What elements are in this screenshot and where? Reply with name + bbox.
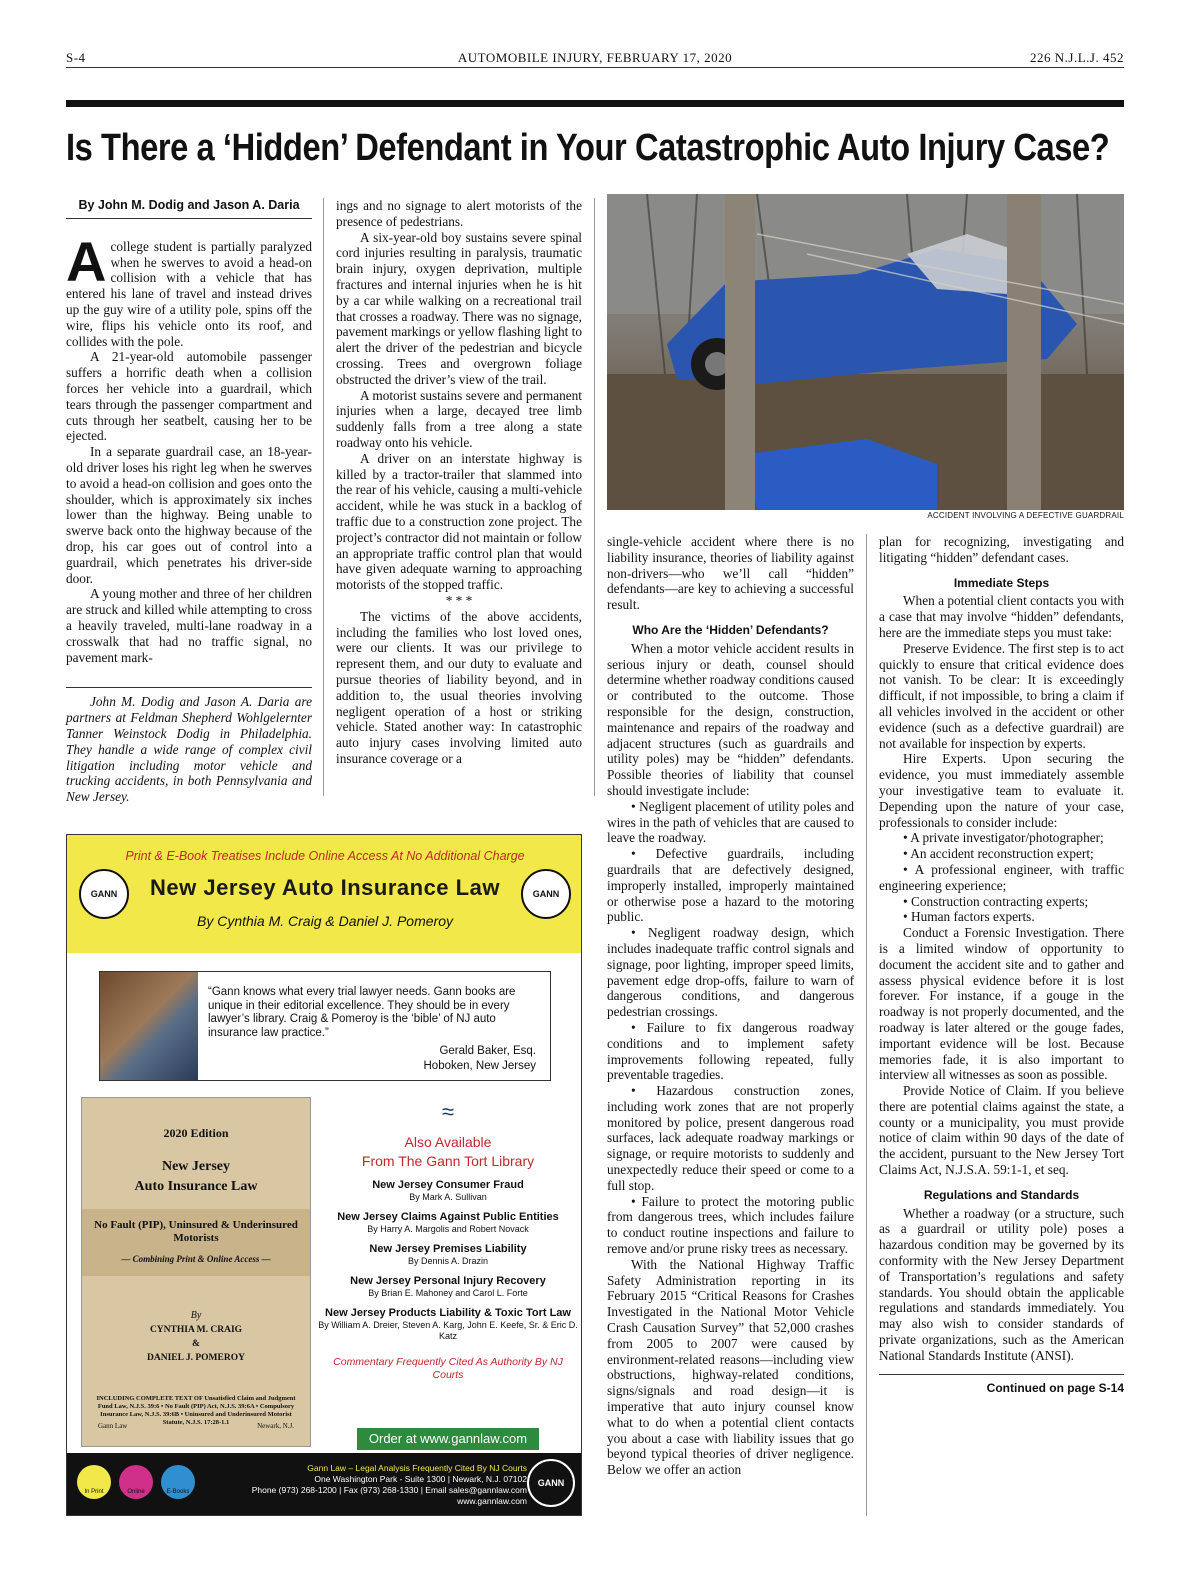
print-icon: In Print (77, 1465, 111, 1499)
column-4 (879, 534, 1124, 1396)
testimonial-quote: “Gann knows what every trial lawyer needs. Gann books are unique in their editorial excellence. They should be in every lawyer’s library. Craig & Pomeroy is the ‘bible’ of NJ auto insurance law practice.” (208, 986, 516, 1039)
paragraph: When a potential client contacts you with a case that may involve “hidden” defendants, here are the immediate steps you must take: (879, 593, 1124, 640)
ad-footer (67, 1453, 582, 1515)
book-cover: 2020 Edition New Jersey Auto Insurance Law No Fault (PIP), Uninsured & Underinsured Motorists — Combining Print & Online Access — By CYNTHIA M. CRAIG & DANIEL J. POMEROY INCLUDING COMPLETE TEXT OF Unsatisfied Claim and Judgment Fund Law, N.J.S. 39:6 • No Fault (PIP) Act, N.J.S. 39:6A • Compulsory Insurance Law, N.J.S. 39:6B • Uninsured and Underinsured Motorist Statute, N.J.S. 17:28-1.1 Gann Law Newark, N.J. (81, 1097, 311, 1447)
paragraph: ings and no signage to alert motorists of the presence of pedestrians. (336, 198, 582, 229)
gann-seal-icon: GANN (527, 1459, 575, 1507)
paragraph: Preserve Evidence. The first step is to act quickly to ensure that critical evidence does not vanish. To be clear: It is exceedingly difficult, if not impossible, to bring a claim if all vehicles involved in the accident or other evidence (such as a defective guardrail) are not available for inspection by experts. (879, 640, 1124, 751)
bullet-item: • A private investigator/photographer; (903, 830, 1104, 846)
section-date: AUTOMOBILE INJURY, FEBRUARY 17, 2020 (457, 50, 733, 65)
list-item: New Jersey Premises Liability By Dennis A. Drazin (369, 1243, 527, 1266)
byline: By John M. Dodig and Jason A. Daria (66, 198, 312, 219)
section-break: * * * (445, 592, 473, 608)
paragraph: single-vehicle accident where there is no liability insurance, theories of liability against non-drivers—who we’ll call “hidden” defendants—are key to achieving a successful result. (607, 534, 854, 613)
paragraph: A six-year-old boy sustains severe spinal cord injuries resulting in paralysis, traumatic brain injury, oxygen deprivation, multiple fractures and internal injuries when he is hit by a car while walking on a recreational trail that crosses a roadway. There was no signage, pavement markings or yellow flashing light to alert the driver of the pedestrian and bicycle crossing. Trees and overgrown foliage obstructed the driver’s view of the trail. (336, 229, 582, 387)
wrecked-truck-illustration (607, 194, 1124, 510)
column-divider (866, 534, 867, 1516)
gann-seal-icon: GANN (521, 869, 571, 919)
page-number: S-4 (66, 50, 86, 65)
ad-authors: By Cynthia M. Craig & Daniel J. Pomeroy (197, 913, 453, 929)
headline: Is There a ‘Hidden’ Defendant in Your Catastrophic Auto Injury Case? (66, 127, 1110, 169)
paragraph: A 21-year-old automobile passenger suffers a horrific death when a collision forces her vehicle into a guardrail, which tears through the passenger compartment and cuts through her seatbelt, causing her to be ejected. (66, 349, 312, 444)
ebook-icon: E-Books (161, 1465, 195, 1499)
bullet-item: • Negligent roadway design, which includes inadequate traffic control signals and signage, poor lighting, improper speed limits, pavement edge drop-offs, failure to warn of dangerous conditions, and dangerous pedestrian crossings. (607, 925, 854, 1020)
paragraph: Conduct a Forensic Investigation. There is a limited window of opportunity to document the accident site and to gather and assess physical evidence before it is lost forever. For instance, if a gouge in the roadway is not properly documented, and the roadway is later altered or the gouge fades, important evidence will be lost. Because memories fade, it is also important to interview all witnesses as soon as possible. (879, 925, 1124, 1083)
paragraph: Provide Notice of Claim. If you believe there are potential claims against the state, a county or a municipality, you must provide notice of claim within 90 days of the date of the accident, pursuant to the New Jersey Tort Claims Act, N.J.S.A. 59:1-1, et seq. (879, 1083, 1124, 1178)
paragraph: Hire Experts. Upon securing the evidence, you must immediately assemble your investigative team to evaluate it. Depending upon the nature of your case, professionals to consider include: (879, 751, 1124, 830)
list-item: New Jersey Personal Injury Recovery By Brian E. Mahoney and Carol L. Forte (350, 1275, 546, 1298)
squiggle-ornament-icon: ≈ (441, 1099, 455, 1124)
headline-rule (66, 100, 1124, 107)
paragraph: A motorist sustains severe and permanent injuries when a large, decayed tree limb suddenly falls from a tree along a state roadway onto his vehicle. (336, 387, 582, 450)
also-available-heading: Also Available From The Gann Tort Library (361, 1134, 535, 1169)
bullet-item: • Failure to protect the motoring public from dangerous trees, which includes failure to conduct routine inspections and failure to remove and/or prune risky trees as necessary. (607, 1193, 854, 1257)
paragraph: The victims of the above accidents, including the families who lost loved ones, were our clients. It was our privilege to represent them, and our duty to evaluate and pursue theories of liability beyond, and in addition to, the usual theories involving negligent operation of a host or striking vehicle. Stated another way: In catastrophic auto injury cases involving limited auto insurance coverage or a (336, 608, 582, 766)
bullet-item: • Hazardous construction zones, including work zones that are not properly monitored by police, present dangerous road surfaces, lack adequate roadway markings or signage, or require motorists to suddenly and unexpectedly reduce their speed or come to a full stop. (607, 1083, 854, 1193)
paragraph: With the National Highway Traffic Safety Administration reporting in its February 2015 “Critical Reasons for Crashes Investigated in the National Motor Vehicle Crash Causation Survey” that 52,000 crashes from 2005 to 2007 were caused by environment-related reasons—including view obstructions, highway-related conditions, signs/signals and road design—it is imperative that auto injury counsel know what to do when a potential client contacts you about a case with liability issues that go beyond typical theories of driver negligence. Below we offer an action (607, 1256, 854, 1478)
testimonial-box (99, 971, 551, 1081)
bullet-item: • Defective guardrails, including guardrails that are defectively designed, improperly installed, improperly maintained or otherwise pose a hazard to the motoring public. (607, 846, 854, 925)
accident-photo (607, 194, 1124, 510)
paragraph: Whether a roadway (or a structure, such as a guardrail or utility pole) poses a hazardous condition may be governed by its conformity with the New Jersey Department of Transportation’s regulations and safety standards. You should obtain the applicable regulations and standards immediately. You may also wish to consider standards of private organizations, such as the American National Standards Institute (ANSI). (879, 1205, 1124, 1363)
list-item: New Jersey Claims Against Public Entities By Harry A. Margolis and Robert Novack (337, 1211, 559, 1234)
gann-seal-icon: GANN (79, 869, 129, 919)
paragraph: When a motor vehicle accident results in serious injury or death, counsel should determine whether roadway conditions caused or contributed to the outcome. Those responsible for the design, construction, maintenance and repairs of the roadway and adjacent structures (such as guardrails and utility poles) may be “hidden” defendants. Possible theories of liability that counsel should investigate include: (607, 640, 854, 798)
testimonial-portrait (100, 972, 198, 1080)
list-item: New Jersey Products Liability & Toxic Tort Law By William A. Dreier, Steven A. Karg, John E. Keefe, Sr. & Eric D. Katz (318, 1307, 578, 1341)
running-header (66, 50, 1124, 68)
list-item: New Jersey Consumer Fraud By Mark A. Sullivan (372, 1179, 524, 1202)
column-3 (607, 534, 854, 1478)
subheading: Who Are the ‘Hidden’ Defendants? (632, 622, 829, 637)
column-2 (336, 198, 582, 767)
bullet-item: • Negligent placement of utility poles and wires in the path of vehicles that are caused to leave the roadway. (607, 798, 854, 846)
ad-title: New Jersey Auto Insurance Law (150, 875, 500, 900)
ad-banner (67, 835, 582, 953)
online-icon: Online (119, 1465, 153, 1499)
bullet-item: • Failure to fix dangerous roadway conditions and to implement safety improvements following repeated, fully preventable tragedies. (607, 1019, 854, 1083)
bullet-item: • Construction contracting experts; (903, 893, 1089, 909)
citation: 226 N.J.L.J. 452 (1030, 50, 1124, 65)
photo-caption: ACCIDENT INVOLVING A DEFECTIVE GUARDRAIL (927, 511, 1124, 520)
paragraph: A young mother and three of her children are struck and killed while attempting to cross a heavily traveled, multi-lane roadway in a crosswalk that had no traffic signal, no pavement mark- (66, 586, 312, 665)
column-1 (66, 198, 312, 805)
drop-cap: A (66, 229, 107, 293)
continued-line: Continued on page S-14 (879, 1374, 1124, 1397)
column-divider (323, 198, 324, 796)
bullet-item: • A professional engineer, with traffic engineering experience; (879, 861, 1124, 893)
paragraph: A driver on an interstate highway is killed by a tractor-trailer that slammed into the rear of his vehicle, causing a multi-vehicle accident, while he was stuck in a backlog of traffic due to a construction zone project. The project’s contractor did not maintain or follow an appropriate traffic control plan that would have given adequate warning to approaching motorists of the stopped traffic. (336, 450, 582, 593)
commentary-note: Commentary Frequently Cited As Authority By NJ Courts (333, 1356, 563, 1381)
paragraph: Acollege student is partially paralyzed when he swerves to avoid a head-on collision with a vehicle that has entered his lane of travel and instead drives up the guy wire of a utility pole, spins off the wire, flips his vehicle onto its roof, and collides with the pole. (66, 229, 312, 349)
subheading: Regulations and Standards (923, 1187, 1080, 1202)
column-divider (594, 198, 595, 796)
testimonial-attribution: Gerald Baker, Esq. Hoboken, New Jersey (423, 1045, 536, 1072)
bullet-item: • An accident reconstruction expert; (903, 846, 1094, 862)
order-link[interactable]: Order at www.gannlaw.com (357, 1428, 539, 1450)
subheading: Immediate Steps (953, 575, 1050, 590)
paragraph: In a separate guardrail case, an 18-year-old driver loses his right leg when he swerves to avoid a head-on collision and goes onto the shoulder, which is approximately six inches lower than the highway. Being unable to swerve back onto the highway because of the drop, his car goes out of control into a guardrail, which penetrates his driver-side door. (66, 444, 312, 586)
also-available-list (317, 1099, 579, 1382)
ad-tagline: Print & E-Book Treatises Include Online Access At No Additional Charge (125, 849, 525, 863)
bullet-item: • Human factors experts. (903, 909, 1035, 925)
gann-advertisement (66, 834, 582, 1516)
paragraph: plan for recognizing, investigating and litigating “hidden” defendant cases. (879, 534, 1124, 565)
publisher-contact: Gann Law – Legal Analysis Frequently Cited By NJ Courts One Washington Park - Suite 1300 | Newark, N.J. 07102 Phone (973) 268-1200 | Fax (973) 268-1330 | Email sales@gannlaw.com www.gannlaw.com (251, 1463, 527, 1506)
author-bio: John M. Dodig and Jason A. Daria are partners at Feldman Shepherd Wohlgelernter Tanner Weinstock Dodig in Philadelphia. They handle a wide range of complex civil litigation including motor vehicle and trucking accidents, in both Pennsylvania and New Jersey. (66, 687, 312, 805)
